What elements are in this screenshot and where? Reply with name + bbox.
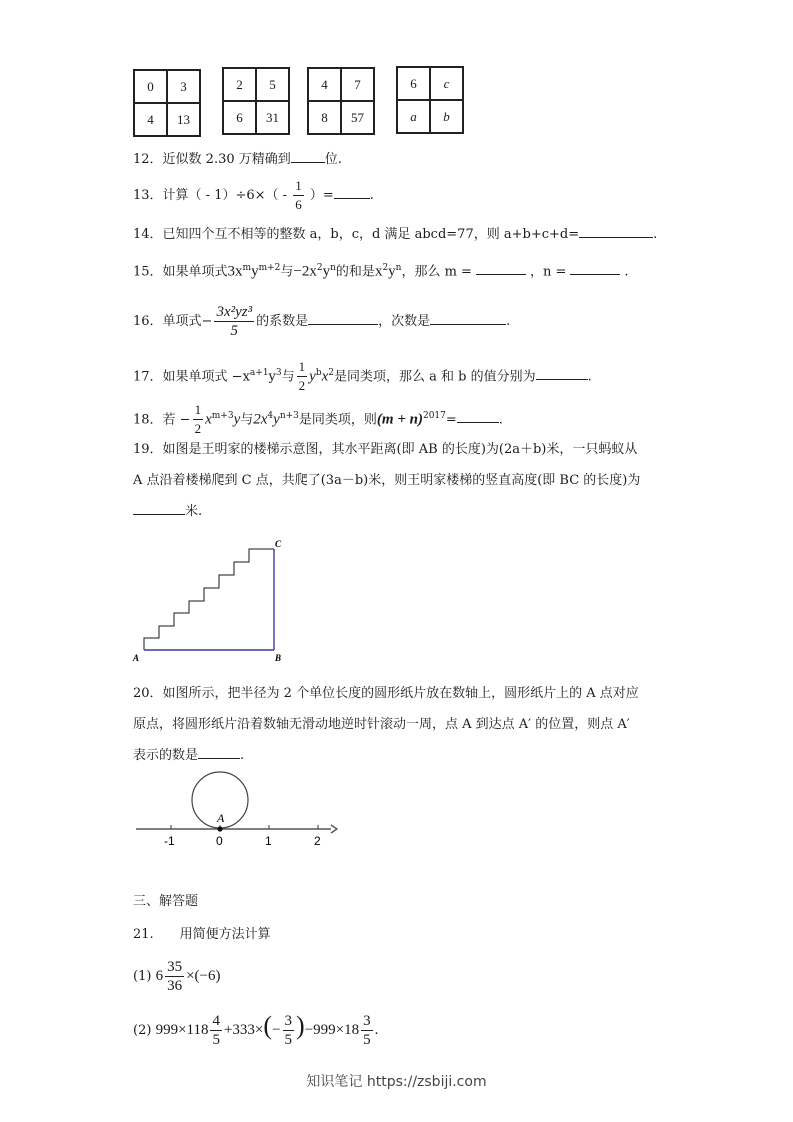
exponent: 2	[382, 263, 389, 273]
number-grid-3	[307, 67, 375, 135]
answer-blank	[430, 312, 506, 325]
fraction-numerator: 3	[363, 1013, 371, 1029]
exponent: 2017	[422, 411, 446, 421]
grid-cell: 3	[167, 70, 200, 103]
question-19	[133, 434, 663, 527]
fraction-numerator: 1	[297, 358, 308, 377]
q15-term3: x	[374, 263, 383, 280]
question-12	[133, 150, 342, 169]
number-grid-1	[133, 69, 201, 137]
q12-text: 12．近似数 2.30 万精确到	[133, 152, 291, 167]
q16-end: .	[506, 314, 511, 329]
tick-label: 0	[216, 834, 223, 848]
fraction-numerator: 3x²yz³	[216, 304, 253, 320]
fraction	[210, 1012, 222, 1049]
q18-expr: (m + n)	[376, 411, 423, 428]
q14-text: 14．已知四个互不相等的整数 a，b，c，d 满足 abcd=77，则 a+b+c+d=	[133, 227, 580, 242]
exponent: 3	[275, 368, 282, 378]
number-grid-2	[222, 67, 290, 135]
question-13	[133, 176, 374, 216]
exponent: n	[330, 263, 336, 273]
q16-mid2: ，次数是	[378, 314, 431, 329]
fraction-numerator: 35	[167, 959, 183, 975]
grid-cell: 57	[341, 101, 374, 134]
label-b: B	[275, 653, 282, 663]
question-17	[133, 353, 592, 397]
exponent: n	[395, 263, 402, 273]
q20-line2: 原点，将圆形纸片沿着数轴无滑动地逆时针滚动一周，点 A 到达点 A′ 的位置，则点 A′	[133, 717, 630, 732]
tick-label: -1	[164, 834, 175, 848]
question-16	[133, 300, 510, 344]
q16-prefix: 16．单项式−	[133, 314, 213, 329]
exponent: m	[242, 263, 252, 273]
exponent: n+3	[279, 411, 299, 421]
question-14	[133, 225, 657, 244]
q17-end: .	[587, 369, 592, 385]
q21-2-part2: +333×	[223, 1022, 264, 1038]
fraction	[283, 1012, 295, 1049]
exponent: 4	[267, 411, 274, 421]
grid-cell: 6	[223, 101, 256, 134]
answer-blank	[579, 225, 653, 238]
exponent: 2	[328, 368, 334, 378]
grid-cell: 8	[308, 101, 341, 134]
fraction	[165, 958, 184, 995]
q15-mid3: ，那么 m =	[401, 264, 472, 280]
stairs-diagram	[130, 535, 290, 665]
fraction	[193, 401, 204, 438]
q15-prefix: 15．如果单项式	[133, 264, 228, 280]
q13-prefix: 13．计算（ - 1）÷6×（ -	[133, 188, 288, 203]
answer-blank	[457, 410, 499, 423]
q21-1-label: (1)	[133, 969, 152, 984]
q18-end: .	[498, 412, 503, 428]
q15-mid2: 的和是	[335, 264, 375, 280]
axis-arrow	[331, 825, 337, 833]
label-a: A	[133, 653, 140, 663]
q17-var: y	[309, 368, 316, 385]
q15-term3b: y	[388, 263, 396, 280]
footer-watermark: 知识笔记 https://zsbiji.com	[306, 1074, 487, 1090]
fraction-denominator: 5	[284, 1032, 293, 1048]
point-a-dot	[217, 826, 222, 831]
q12-suffix: 位.	[324, 152, 342, 167]
q15-term1: 3x	[227, 263, 243, 280]
q18-var4: y	[273, 411, 280, 428]
minus-sign: −	[272, 1022, 281, 1038]
q13-end: .	[369, 188, 374, 203]
fraction	[293, 177, 304, 214]
q15-term2: −2x	[293, 263, 317, 280]
q19-line3-wrap	[133, 496, 663, 527]
q17-suffix: 是同类项，那么 a 和 b 的值分别为	[334, 369, 536, 385]
grid-cell: 4	[308, 68, 341, 101]
fraction-denominator: 2	[194, 421, 202, 437]
exponent: b	[315, 368, 322, 378]
q13-suffix: ）=	[309, 188, 334, 203]
q21-2-part3: −999×18	[304, 1022, 360, 1038]
fraction-denominator: 5	[212, 1032, 220, 1048]
fraction-denominator: 5	[230, 323, 239, 339]
q20-line1: 20．如图所示，把半径为 2 个单位长度的圆形纸片放在数轴上，圆形纸片上的 A 点对应	[133, 686, 639, 701]
fraction-numerator: 3	[284, 1013, 293, 1029]
q18-prefix: 18．若 −	[133, 412, 191, 428]
fraction-denominator: 6	[295, 197, 302, 212]
q15-mid4: ，n =	[529, 264, 567, 280]
grid-cell: 6	[397, 67, 430, 100]
q21-2-end: .	[374, 1022, 379, 1038]
answer-blank	[291, 150, 325, 163]
fraction-numerator: 1	[193, 401, 204, 420]
question-21-2	[133, 1006, 378, 1051]
number-line-diagram	[133, 770, 338, 850]
exponent: 2	[316, 263, 323, 273]
q20-line3-wrap	[133, 740, 663, 771]
q17-mid2: 与	[281, 369, 295, 385]
exponent: m+2	[258, 263, 281, 273]
grid-cell: c	[430, 67, 463, 100]
q15-end: .	[624, 264, 629, 280]
fraction-denominator: 5	[363, 1032, 371, 1048]
q15-term2b: y	[322, 263, 331, 280]
grid-cell: b	[430, 100, 463, 133]
question-21-title: 21. 用简便方法计算	[133, 927, 271, 942]
q17-var2: x	[321, 368, 329, 385]
q17-prefix: 17．如果单项式 −x	[133, 369, 250, 385]
q17-mid: y	[268, 369, 276, 385]
fraction-denominator: 36	[167, 978, 183, 994]
tick-label: 1	[265, 834, 272, 848]
stairs-path	[144, 549, 274, 650]
grid-cell: 0	[134, 70, 167, 103]
grid-cell: 4	[134, 103, 167, 136]
section-title: 三、解答题	[133, 894, 199, 909]
label-c: C	[275, 539, 282, 549]
paren-close: )	[296, 1011, 305, 1040]
q18-suffix: =	[445, 412, 457, 428]
exponent: a+1	[249, 368, 269, 378]
fraction	[361, 1012, 373, 1049]
answer-blank	[476, 262, 526, 275]
grid-cell: 7	[341, 68, 374, 101]
mixed-whole: 6	[155, 968, 164, 984]
answer-blank	[570, 262, 620, 275]
fraction-denominator: 2	[298, 378, 306, 394]
q20-line3: 表示的数是	[133, 748, 199, 763]
question-15	[133, 257, 629, 283]
fraction-numerator: 4	[212, 1013, 220, 1029]
q21-2-label: (2)	[133, 1023, 152, 1038]
q18-var2: y	[233, 411, 241, 428]
q19-line3: 米.	[185, 504, 203, 519]
answer-blank	[133, 502, 185, 515]
q14-end: .	[653, 227, 658, 242]
question-21-1	[133, 956, 220, 997]
answer-blank	[198, 746, 240, 759]
q18-var3: 2x	[253, 411, 268, 428]
grid-cell: 31	[256, 101, 289, 134]
grid-cell: 5	[256, 68, 289, 101]
q18-var: x	[205, 411, 212, 428]
fraction	[297, 358, 308, 395]
q18-mid: 与	[240, 412, 254, 428]
q18-mid2: 是同类项，则	[298, 412, 377, 428]
grid-cell: a	[397, 100, 430, 133]
q19-line2: A 点沿着楼梯爬到 C 点，共爬了(3a－b)米，则王明家楼梯的竖直高度(即 BC 的长度)为	[133, 473, 641, 488]
number-grid-4	[396, 66, 464, 134]
paren-open: (	[263, 1011, 273, 1040]
exponent: m+3	[211, 411, 234, 421]
answer-blank	[536, 367, 588, 380]
answer-blank	[334, 186, 370, 199]
grid-cell: 2	[223, 68, 256, 101]
q19-line1: 19．如图是王明家的楼梯示意图，其水平距离(即 AB 的长度)为(2a＋b)米，一只蚂蚁从	[133, 442, 638, 457]
grid-cell: 13	[167, 103, 200, 136]
question-20	[133, 678, 663, 771]
fraction	[214, 303, 254, 340]
q21-2-part1: 999×118	[155, 1022, 209, 1038]
fraction-numerator: 1	[293, 177, 304, 196]
point-a-label: A	[217, 811, 225, 825]
q15-term1b: y	[251, 263, 259, 280]
tick-label: 2	[314, 834, 321, 848]
q20-end: .	[240, 748, 245, 763]
q15-mid: 与	[280, 264, 294, 280]
answer-blank	[308, 312, 378, 325]
q16-mid: 的系数是	[256, 314, 309, 329]
q21-1-rest: ×(−6)	[186, 968, 221, 984]
